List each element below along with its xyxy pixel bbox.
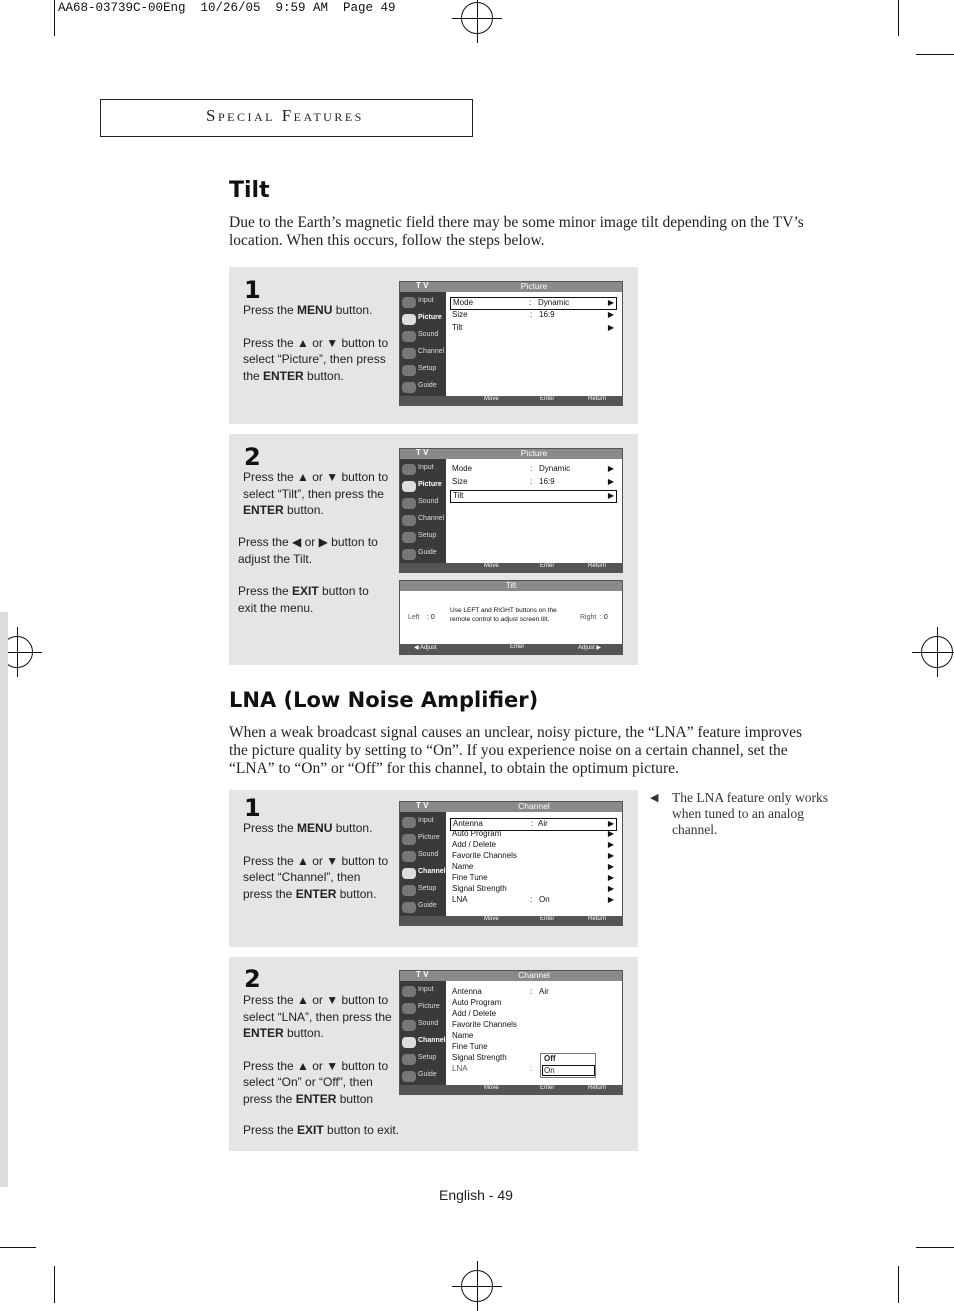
guide-icon: [402, 1071, 416, 1082]
menu-row-size: Size : 16:9 ▶: [452, 310, 614, 319]
instruction: Press the MENU button.: [243, 303, 373, 317]
tilt-heading: Tilt: [229, 178, 270, 203]
picture-icon: [402, 481, 416, 492]
step-number: 2: [244, 443, 261, 471]
setup-icon: [402, 532, 416, 543]
crop-mark: [0, 1247, 36, 1248]
lna-step2-text: [243, 992, 393, 1107]
registration-mark: [461, 2, 493, 34]
picture-icon: [402, 314, 416, 325]
menu-row-lna: LNA :: [452, 1064, 533, 1073]
tilt-step2-text-b: [238, 534, 388, 616]
channel-icon: [402, 348, 416, 359]
instruction: Press the ▲ or ▼ button to select “Channel”, then press the ENTER button.: [243, 853, 389, 901]
sound-icon: [402, 331, 416, 342]
guide-icon: [402, 902, 416, 913]
input-icon: [402, 986, 416, 997]
tv-side-guide: Guide: [400, 379, 446, 396]
step-number: 2: [244, 965, 261, 993]
crop-mark: [54, 0, 55, 36]
lna-step2-exit: Press the EXIT button to exit.: [243, 1123, 400, 1137]
instruction: Press the ◀ or ▶ button to adjust the Tilt.: [238, 535, 378, 566]
setup-icon: [402, 885, 416, 896]
step-number: 1: [244, 794, 261, 822]
crop-mark: [898, 1266, 899, 1303]
menu-row-tilt: Tilt ▶: [452, 323, 614, 332]
tv-menu-picture: T V Picture Input Picture Sound Channel Setup Guide Mode : Dynamic ▶ Size : 16:9 ▶ Tilt ▶ Move Enter Return: [399, 281, 623, 406]
tv-menu-channel: T V Channel Input Picture Sound Channel Setup Guide Antenna : Air ▶ Auto Program ▶ Add / Delete ▶ Favorite Channels ▶ Name ▶ Fine Tune ▶ Signal Strength ▶ LNA : On ▶ Move Enter Return: [399, 801, 623, 926]
channel-icon: [402, 515, 416, 526]
instruction: Press the MENU button.: [243, 821, 373, 835]
lna-option-on: On: [542, 1065, 595, 1076]
tv-tilt-adjust: Tilt Left : 0 Use LEFT and RIGHT buttons on the remote control to adjust screen tilt. Right : 0 ◀ Adjust Enter Adjust ▶: [399, 580, 623, 655]
tv-sidebar: [400, 292, 446, 396]
tilt-step2-text: [243, 469, 389, 519]
lna-intro: When a weak broadcast signal causes an unclear, noisy picture, the “LNA” feature improves the picture quality by setting to “On”. If you experience noise on a certain channel, set the “LNA” to “On” or “Off” for this channel, to obtain the optimum picture.: [229, 724, 803, 777]
tv-menu-channel-lna: T V Channel Input Picture Sound Channel Setup Guide Antenna : Air Auto Program Add / Delete Favorite Channels Name Fine Tune Signal Strength LNA : Off On Move Enter Return: [399, 970, 623, 1095]
crop-mark: [898, 0, 899, 36]
page-number: English - 49: [439, 1187, 513, 1203]
tilt-message: Use LEFT and RIGHT buttons on the remote control to adjust screen tilt.: [450, 607, 557, 623]
menu-row-size: Size : 16:9 ▶: [452, 477, 614, 486]
lna-heading: LNA (Low Noise Amplifier): [229, 688, 539, 712]
menu-row-tilt: Tilt ▶: [450, 490, 617, 503]
enter-hint: Enter: [540, 396, 555, 402]
menu-row-mode: Mode : Dynamic ▶: [450, 297, 617, 310]
crop-mark: [916, 1247, 954, 1248]
tilt-intro: Due to the Earth’s magnetic field there may be some minor image tilt depending on the TV’s location. When this occurs, follow the steps below.: [229, 214, 804, 249]
guide-icon: [402, 549, 416, 560]
note-marker: ◀: [650, 792, 659, 804]
instruction: Press the EXIT button to exit the menu.: [238, 584, 369, 615]
registration-mark: [921, 636, 953, 668]
sound-icon: [402, 498, 416, 509]
menu-row-lna: LNA : On ▶: [452, 895, 614, 904]
tv-sidebar: Input Picture Sound Channel Setup Guide: [400, 812, 446, 916]
step-number: 1: [244, 276, 261, 304]
tv-side-channel: Channel: [400, 345, 446, 362]
instruction: Press the ▲ or ▼ button to select “Tilt”, then press the ENTER button.: [243, 470, 389, 517]
tilt-panel-header: Tilt: [505, 581, 517, 590]
crop-mark: [916, 54, 954, 55]
margin-tab: [0, 612, 8, 1187]
menu-row-antenna: Antenna : Air ▶: [450, 818, 617, 831]
return-hint: Return: [588, 396, 607, 402]
move-hint: Move: [484, 396, 499, 402]
tv-menu-picture-tilt: T V Picture Input Picture Sound Channel Setup Guide Mode : Dynamic ▶ Size : 16:9 ▶ Tilt ▶ Move Enter Return: [399, 448, 623, 573]
tilt-step1-text: [243, 302, 393, 384]
setup-icon: [402, 1054, 416, 1065]
tv-side-input: Input: [400, 294, 446, 311]
lna-step1-text: [243, 820, 389, 902]
input-icon: [402, 817, 416, 828]
instruction: Press the ▲ or ▼ button to select “On” or “Off”, then press the ENTER button: [243, 1058, 389, 1106]
tv-side-sound: Sound: [400, 328, 446, 345]
print-slug: AA68-03739C-00Eng 10/26/05 9:59 AM Page 49: [58, 1, 396, 15]
section-title: Special Features: [206, 106, 364, 125]
menu-row-mode: Mode : Dynamic ▶: [452, 464, 614, 473]
tv-sidebar: Input Picture Sound Channel Setup Guide: [400, 981, 446, 1085]
guide-icon: [402, 382, 416, 393]
lna-option-off: Off: [544, 1054, 556, 1063]
lna-options-popup: [540, 1053, 596, 1078]
picture-icon: [402, 1003, 416, 1014]
tv-side-picture: Picture: [400, 311, 446, 328]
channel-icon: [402, 868, 416, 879]
tv-side-setup: Setup: [400, 362, 446, 379]
picture-icon: [402, 834, 416, 845]
channel-icon: [402, 1037, 416, 1048]
lna-note: The LNA feature only works when tuned to an analog channel.: [672, 790, 828, 837]
instruction: Press the ▲ or ▼ button to select “LNA”, then press the ENTER button.: [243, 993, 392, 1040]
sound-icon: [402, 1020, 416, 1031]
registration-mark: [461, 1270, 493, 1302]
tv-sidebar: Input Picture Sound Channel Setup Guide: [400, 459, 446, 563]
sound-icon: [402, 851, 416, 862]
crop-mark: [54, 1266, 55, 1303]
instruction: Press the ▲ or ▼ button to select “Picture”, then press the ENTER button.: [243, 335, 389, 383]
setup-icon: [402, 365, 416, 376]
input-icon: [402, 297, 416, 308]
input-icon: [402, 464, 416, 475]
